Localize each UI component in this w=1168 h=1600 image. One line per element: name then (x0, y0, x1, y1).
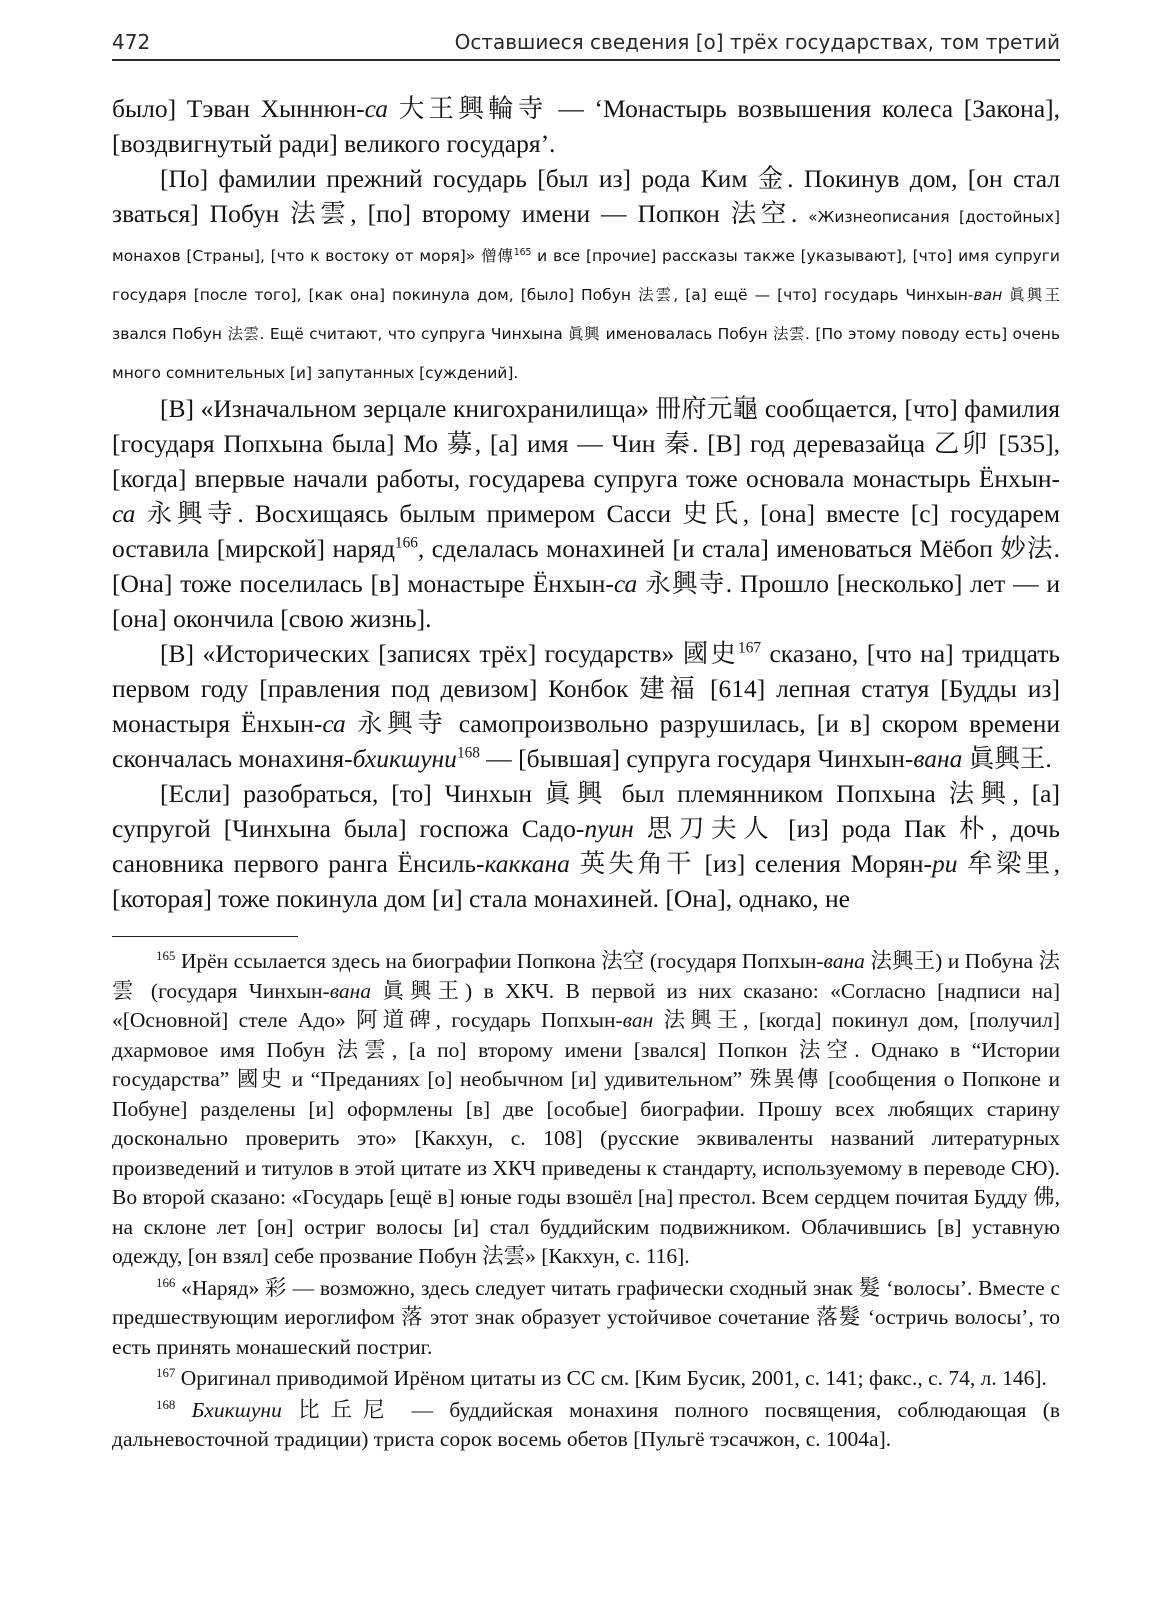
footnote-separator (112, 936, 298, 937)
paragraph-4: [В] «Исторических [записях трёх] государств» 國史$^{167}$ сказано, [что на] тридцать первом году [правления под девизом] Конбок 建福 [614] лепная статуя [Будды из] монастыря Ёнхын-са 永興寺 самопроизвольно разрушилась, [и в] скором времени скончалась монахиня-бхикшуни$^{168}$ — [бывшая] супруга государя Чинхын-вана 眞興王. (112, 639, 1061, 773)
main-text (112, 91, 1060, 916)
footnote-168: $^{168}$ Бхикшуни 比丘尼 — буддийская монахиня полного посвящения, соблюдающая (в дальневосточной традиции) триста сорок восемь обетов [Пульгё тэсачжон, с. 1004а]. (112, 1397, 1061, 1451)
footnote-167: $^{167}$ Оригинал приводимой Ирёном цитаты из СС см. [Ким Бусик, 2001, с. 141; факс., с. 74, л. 146]. (156, 1365, 1047, 1390)
paragraph-3: [В] «Изначальном зерцале книгохранилища» 冊府元龜 сообщается, [что] фамилия [государя Попхына была] Мо 募, [а] имя — Чин 秦. [В] год деревазайца 乙卯 [535], [когда] впервые начали работы, государева супруга тоже основала монастырь Ёнхын-са 永興寺. Восхищаясь былым примером Сасси 史氏, [она] вместе [с] государем оставила [мирской] наряд$^{166}$, сделалась монахиней [и стала] именоваться Мёбоп 妙法. [Она] тоже поселилась [в] монастыре Ёнхын-са 永興寺. Прошло [несколько] лет — и [она] окончила [свою жизнь]. (112, 394, 1061, 633)
paragraph-2: [По] фамилии прежний государь [был из] рода Ким 金. Покинув дом, [он стал зваться] Побун 法雲, [по] второму имени — Попкон 法空. «Жизнеописания [достойных] монахов [Страны], [что к востоку от моря]» 僧傳$^{165}$ и все [прочие] рассказы также [указывают], [что] имя супруги государя [после того], [как она] покинула дом, [было] Побун 法雲, [а] ещё — [что] государь Чинхын-ван 眞興王 звался Побун 法雲. Ещё считают, что супруга Чинхына 眞興 именовалась Побун 法雲. [По этому поводу есть] очень много сомнительных [и] запутанных [суждений]. (112, 164, 1060, 382)
page-number: 472 (112, 30, 151, 54)
footnotes (112, 947, 1060, 1455)
footnote-166: $^{166}$ «Наряд» 彩 — возможно, здесь следует читать графически сходный знак 髮 ‘волосы’. Вместе с предшествующим иероглифом 落 этот знак образует устойчивое сочетание 落髮 ‘остричь волосы’, то есть принять монашеский постриг. (112, 1275, 1060, 1359)
paragraph-5: [Если] разобраться, [то] Чинхын 眞興 был племянником Попхына 法興, [а] супругой [Чинхына была] госпожа Садо-пуин 思刀夫人 [из] рода Пак 朴, дочь сановника первого ранга Ёнсиль-каккана 英失角干 [из] селения Морян-ри 牟梁里, [которая] тоже покинула дом [и] стала монахиней. [Она], однако, не (112, 779, 1060, 913)
running-header (112, 30, 1060, 61)
running-title: Оставшиеся сведения [о] трёх государствах, том третий (454, 30, 1060, 54)
footnote-165: $^{165}$ Ирён ссылается здесь на биографии Попкона 法空 (государя Попхын-вана 法興王) и Побуна 法雲 (государя Чинхын-вана 眞興王) в ХКЧ. В первой из них сказано: «Согласно [надписи на] «[Основной] стеле Адо» 阿道碑, государь Попхын-ван 法興王, [когда] покинул дом, [получил] дхармовое имя Побун 法雲, [а по] второму имени [звался] Попкон 法空. Однако в “Истории государства” 國史 и “Преданиях [о] необычном [и] удивительном” 殊異傳 [сообщения о Попконе и Побуне] разделены [и] оформлены [в] две [особые] биографии. Прошу всех любящих старину досконально проверить это» [Какхун, с. 108] (русские эквиваленты названий литературных произведений и титулов в этой цитате из ХКЧ приведены к стандарту, используемому в переводе СЮ). Во второй сказано: «Государь [ещё в] юные годы взошёл [на] престол. Всем сердцем почитая Будду 佛, на склоне лет [он] остриг волосы [и] стал буддийским подвижником. Облачившись [в] уставную одежду, [он взял] себе прозвание Побун 法雲» [Какхун, с. 116]. (112, 948, 1060, 1268)
book-page (112, 30, 1060, 1457)
paragraph-1: было] Тэван Хыннюн-са 大王興輪寺 — ‘Монастырь возвышения колеса [Закона], [воздвигнутый ради] великого государя’. (112, 94, 1061, 158)
